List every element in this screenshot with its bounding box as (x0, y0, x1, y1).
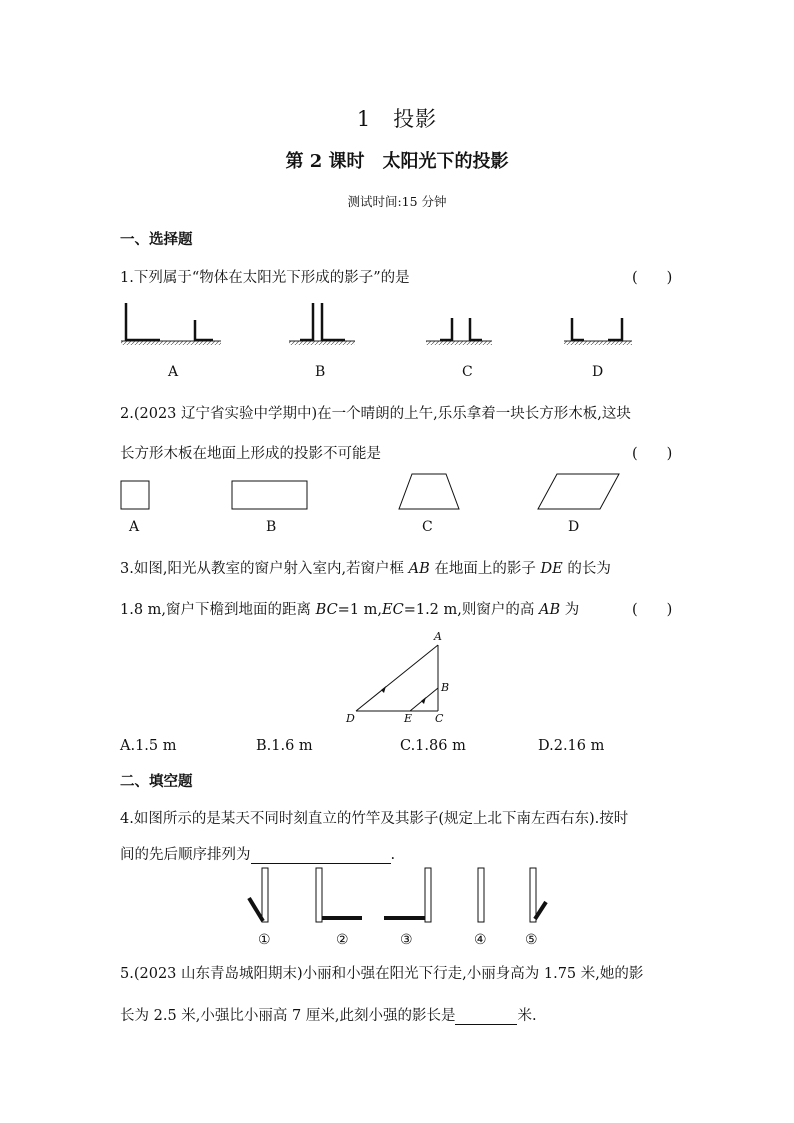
q4-pole-4 (478, 868, 484, 922)
q1-label-d: D (592, 364, 604, 380)
q2-label-c: C (422, 519, 433, 535)
q2-label-b: B (266, 519, 277, 535)
q5-stem-line1: 5.(2023 山东青岛城阳期末)小丽和小强在阳光下行走,小丽身高为 1.75 米,她的影 (120, 966, 644, 982)
q1-figure-c (426, 318, 492, 345)
q4-pole-2 (316, 868, 362, 922)
q4-label-1: ① (258, 932, 271, 948)
q1-figure-a (121, 303, 221, 345)
q2-shape-rectangle (232, 481, 307, 509)
q3-stem-line1: 3.如图,阳光从教室的窗户射入室内,若窗户框 AB 在地面上的影子 DE 的长为 (120, 561, 611, 577)
q4-label-5: ⑤ (525, 932, 538, 948)
q4-label-2: ② (336, 932, 349, 948)
q3-choice-d: D.2.16 m (538, 738, 605, 754)
q3-window-figure (356, 645, 438, 711)
section-fill-heading: 二、填空题 (120, 773, 193, 790)
q5-answer-blank[interactable] (455, 1008, 517, 1025)
q1-stem: 1.下列属于“物体在太阳光下形成的影子”的是 (120, 270, 410, 286)
q3-point-a: A (434, 630, 442, 643)
q4-pole-3 (384, 868, 431, 922)
q1-label-c: C (462, 364, 473, 380)
q4-label-3: ③ (400, 932, 413, 948)
q1-figure-d (564, 318, 632, 345)
q3-choice-c: C.1.86 m (400, 738, 466, 754)
q3-point-b: B (441, 681, 450, 694)
test-time-note: 测试时间:15 分钟 (347, 194, 447, 209)
q4-stem-line1: 4.如图所示的是某天不同时刻直立的竹竿及其影子(规定上北下南左西右东).按时 (120, 811, 629, 827)
q1-answer-paren: ( ) (632, 270, 673, 286)
q2-stem-line2: 长方形木板在地面上形成的投影不可能是 (120, 446, 381, 462)
q3-choice-a: A.1.5 m (120, 738, 177, 754)
q4-pole-5 (530, 868, 546, 922)
q2-shape-parallelogram (538, 474, 619, 509)
q1-label-a: A (168, 364, 179, 380)
q3-answer-paren: ( ) (632, 602, 673, 618)
q2-shape-square (121, 481, 149, 509)
q2-shape-trapezoid (399, 474, 459, 509)
q4-answer-blank[interactable] (251, 847, 391, 864)
lesson-subtitle: 第 2 课时 太阳光下的投影 (285, 151, 509, 172)
q3-point-d: D (346, 712, 355, 725)
q3-point-e: E (404, 712, 413, 725)
q1-figure-b (289, 303, 355, 345)
page-title: 1 投影 (356, 107, 438, 131)
q4-label-4: ④ (474, 932, 487, 948)
q4-stem-line2: 间的先后顺序排列为 . (120, 847, 396, 863)
q2-stem-line1: 2.(2023 辽宁省实验中学期中)在一个晴朗的上午,乐乐拿着一块长方形木板,这块 (120, 406, 631, 422)
q5-stem-line2: 长为 2.5 米,小强比小丽高 7 厘米,此刻小强的影长是 米. (120, 1008, 537, 1024)
q1-label-b: B (315, 364, 326, 380)
q2-answer-paren: ( ) (632, 446, 673, 462)
q2-label-d: D (568, 519, 580, 535)
q3-point-c: C (435, 712, 444, 725)
q3-stem-line2: 1.8 m,窗户下檐到地面的距离 BC=1 m,EC=1.2 m,则窗户的高 AB 为 (120, 602, 580, 618)
q2-label-a: A (129, 519, 140, 535)
q4-pole-1 (249, 868, 268, 922)
section-choice-heading: 一、选择题 (120, 231, 193, 248)
q3-choice-b: B.1.6 m (256, 738, 313, 754)
